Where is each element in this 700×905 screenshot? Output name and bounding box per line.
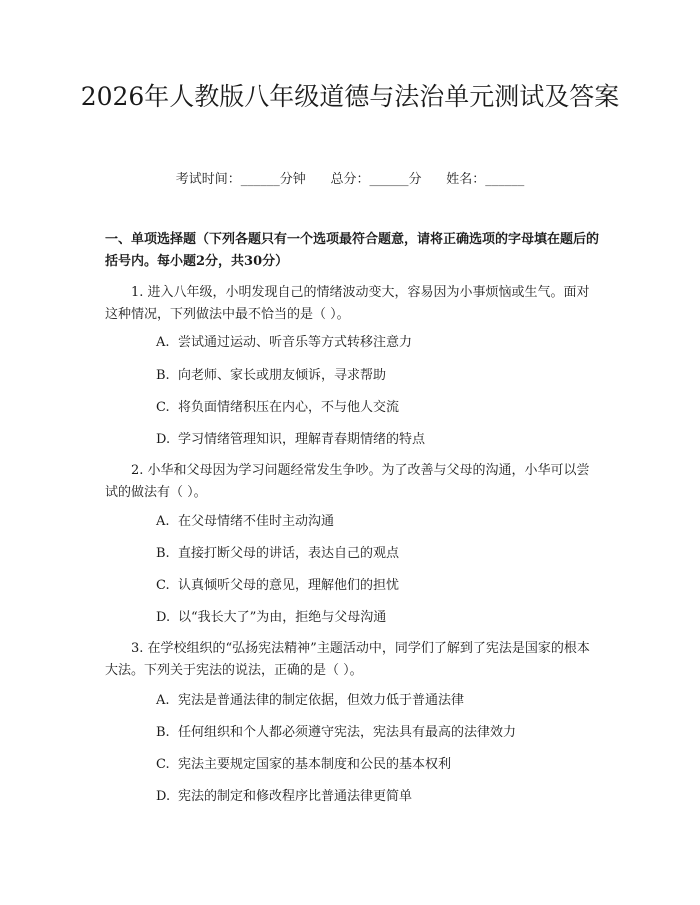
option-text: 学习情绪管理知识，理解青春期情绪的特点 xyxy=(178,432,426,447)
option-text: 任何组织和个人都必须遵守宪法，宪法具有最高的法律效力 xyxy=(178,725,517,740)
option-letter: B. xyxy=(156,725,170,740)
question-1-option-a xyxy=(156,333,596,353)
option-letter: A. xyxy=(156,693,170,708)
option-text: 向老师、家长或朋友倾诉，寻求帮助 xyxy=(178,368,387,383)
question-3-option-a xyxy=(156,691,596,711)
option-letter: A. xyxy=(156,335,170,350)
question-3-stem: 3. 在学校组织的“弘扬宪法精神”主题活动中，同学们了解到了宪法是国家的根本大法。下列关于宪法的说法，正确的是（ ）。 xyxy=(105,641,590,678)
option-letter: C. xyxy=(156,400,170,415)
option-letter: D. xyxy=(156,432,171,447)
option-letter: B. xyxy=(156,546,170,561)
question-2-stem: 2. 小华和父母因为学习问题经常发生争吵。为了改善与父母的沟通，小华可以尝试的做法有（ ）。 xyxy=(105,463,590,500)
option-letter: D. xyxy=(156,610,171,625)
question-2-option-b xyxy=(156,544,596,564)
option-text: 认真倾听父母的意见，理解他们的担忧 xyxy=(178,578,400,593)
option-letter: D. xyxy=(156,789,171,804)
exam-info-line: 考试时间：______分钟 总分：______分 姓名：______ xyxy=(175,172,525,187)
question-3-option-b xyxy=(156,723,596,743)
option-text: 在父母情绪不佳时主动沟通 xyxy=(178,514,335,529)
option-letter: B. xyxy=(156,368,170,383)
question-2-option-a xyxy=(156,512,596,532)
option-letter: A. xyxy=(156,514,170,529)
option-letter: C. xyxy=(156,757,170,772)
section-heading: 一、单项选择题（下列各题只有一个选项最符合题意，请将正确选项的字母填在题后的括号内。每小题2分，共30分） xyxy=(105,232,600,269)
page-title: 2026年人教版八年级道德与法治单元测试及答案 xyxy=(80,82,620,111)
question-1-option-d xyxy=(156,430,596,450)
option-text: 尝试通过运动、听音乐等方式转移注意力 xyxy=(178,335,413,350)
option-text: 宪法的制定和修改程序比普通法律更简单 xyxy=(178,789,413,804)
question-1-option-c xyxy=(156,398,596,418)
question-3-option-c xyxy=(156,755,596,775)
option-text: 以“我长大了”为由，拒绝与父母沟通 xyxy=(178,610,387,625)
option-text: 宪法主要规定国家的基本制度和公民的基本权利 xyxy=(178,757,452,772)
question-1-stem: 1. 进入八年级，小明发现自己的情绪波动变大，容易因为小事烦恼或生气。面对这种情况，下列做法中最不恰当的是（ ）。 xyxy=(105,285,590,322)
question-1-option-b xyxy=(156,366,596,386)
option-text: 宪法是普通法律的制定依据，但效力低于普通法律 xyxy=(178,693,465,708)
question-2-option-c xyxy=(156,576,596,596)
question-3-option-d xyxy=(156,787,596,807)
option-letter: C. xyxy=(156,578,170,593)
option-text: 将负面情绪积压在内心，不与他人交流 xyxy=(178,400,400,415)
option-text: 直接打断父母的讲话，表达自己的观点 xyxy=(178,546,400,561)
question-2-option-d xyxy=(156,608,596,628)
